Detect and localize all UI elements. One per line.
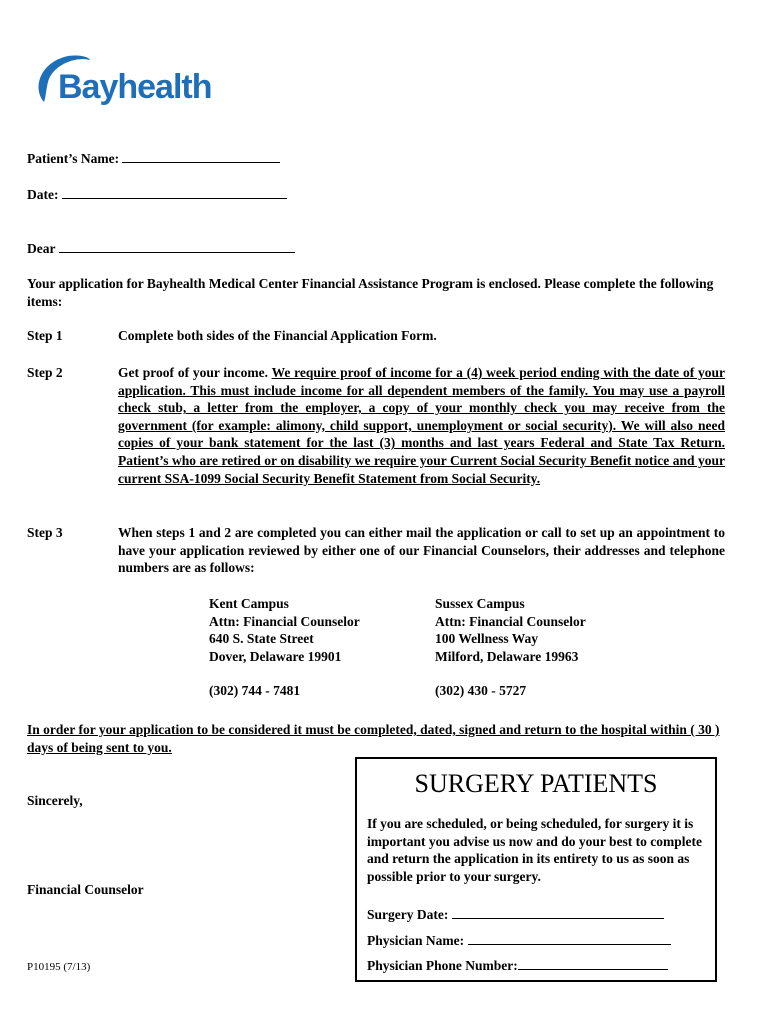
physician-phone-line[interactable] [518, 956, 668, 970]
step-2-underlined-text: We require proof of income for a (4) week period ending with the date of your application. This must include income for all dependent members of the family. You may use a payroll check stub, a letter from the employer, a copy of your monthly check you may receive from the government (for example: alimony, child support, unemployment or social security). We will also need copies of your bank statement for the last (3) months and last years Federal and State Tax Return. Patient’s who are retired or on disability we require your Current Social Security Benefit notice and your current SSA-1099 Social Security Benefit Statement from Social Security. [118, 365, 725, 486]
surgery-date-line[interactable] [452, 905, 664, 919]
step-1-label: Step 1 [27, 328, 63, 343]
dear-field [27, 239, 295, 258]
patient-name-line[interactable] [122, 149, 280, 163]
kent-campus-street: 640 S. State Street [209, 631, 314, 647]
patient-name-label: Patient’s Name: [27, 151, 120, 166]
sussex-campus-city: Milford, Delaware 19963 [435, 648, 579, 664]
step-2-plain-text: Get proof of your income. [118, 365, 272, 380]
physician-phone-label: Physician Phone Number: [367, 958, 518, 973]
financial-counselor-signature: Financial Counselor [27, 882, 144, 897]
surgery-patients-box [355, 757, 717, 982]
kent-campus-attn: Attn: Financial Counselor [209, 613, 360, 629]
logo-wordmark: Bayhealth [58, 68, 212, 106]
kent-campus-city: Dover, Delaware 19901 [209, 648, 342, 664]
surgery-title: SURGERY PATIENTS [414, 769, 658, 798]
sussex-campus-name: Sussex Campus [435, 596, 525, 611]
physician-phone-field [367, 956, 668, 974]
kent-campus-phone: (302) 744 - 7481 [209, 683, 301, 699]
step-3-label: Step 3 [27, 525, 63, 540]
intro-paragraph: Your application for Bayhealth Medical Center Financial Assistance Program is enclosed. Please complete the following items: [27, 276, 714, 309]
deadline-notice: In order for your application to be considered it must be completed, dated, signed and return to the hospital within ( 30 ) days of being sent to you. [27, 722, 720, 755]
date-line[interactable] [62, 185, 287, 199]
physician-name-label: Physician Name: [367, 933, 465, 948]
surgery-instructions: If you are scheduled, or being scheduled, for surgery it is important you advise us now and do your best to complete and return the application in its entirety to us as soon as possible prior to your surgery. [367, 816, 703, 884]
sincerely-text: Sincerely, [27, 793, 83, 808]
date-field [27, 185, 287, 204]
form-code: P10195 (7/13) [27, 961, 91, 973]
step-2-label: Step 2 [27, 365, 63, 380]
dear-line[interactable] [59, 239, 295, 253]
sussex-campus-phone: (302) 430 - 5727 [435, 683, 527, 699]
bayhealth-logo [30, 52, 215, 112]
sussex-campus-attn: Attn: Financial Counselor [435, 613, 586, 629]
dear-label: Dear [27, 241, 56, 256]
physician-name-line[interactable] [468, 931, 671, 945]
kent-campus-address [209, 595, 360, 700]
patient-name-field [27, 149, 280, 168]
surgery-date-field [367, 905, 664, 923]
sussex-campus-address [435, 595, 586, 700]
step-3-text: When steps 1 and 2 are completed you can either mail the application or call to set up an appointment to have your application reviewed by either one of our Financial Counselors, their addresses and telephone numbers are as follows: [118, 525, 725, 576]
step-1-text: Complete both sides of the Financial Application Form. [118, 328, 437, 343]
kent-campus-name: Kent Campus [209, 596, 289, 611]
date-label: Date: [27, 187, 59, 202]
surgery-date-label: Surgery Date: [367, 907, 449, 922]
sussex-campus-street: 100 Wellness Way [435, 631, 539, 647]
step-2-text [118, 364, 725, 487]
physician-name-field [367, 931, 671, 949]
